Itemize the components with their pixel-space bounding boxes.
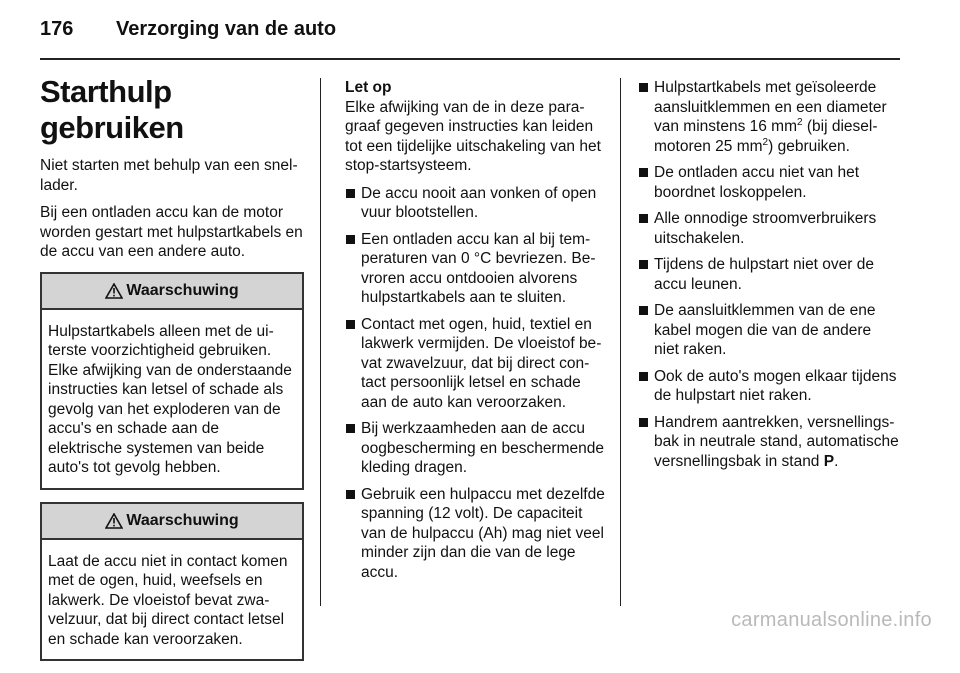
warning-header [42,504,302,540]
list-item: De accu nooit aan vonken of open vuur blootstellen. [345,184,607,223]
list-item: Handrem aantrekken, versnellingsbak in neutrale stand, automatische versnellingsbak in stand P. [638,413,900,472]
column-divider-1 [320,78,321,606]
warning-box-1 [40,272,304,490]
intro-paragraph-2: Bij een ontladen accu kan de motor worden gestart met hulpstartkabels en de accu van een andere auto. [40,204,303,260]
list-item: De aansluitklemmen van de ene kabel mogen die van de andere niet raken. [638,301,900,360]
column-middle [345,78,607,589]
page-number: 176 [40,18,74,40]
bullet-square-icon [346,424,355,433]
warning-text: Hulpstartkabels alleen met de uiterste voorzichtigheid gebruiken. Elke afwijking van de onderstaande instructies kan letsel of schade als gevolg van het exploderen van de accu's en schade aan de elektrische systemen van beide auto's tot gevolg hebben. [48,322,292,476]
warning-triangle-icon [105,513,123,529]
warning-header [42,274,302,310]
warning-label: Waarschuwing [126,511,239,529]
bullet-square-icon [639,214,648,223]
precaution-list [345,184,607,583]
list-item: Alle onnodige stroomverbruikers uitschakelen. [638,209,900,248]
bullet-square-icon [346,235,355,244]
list-item: Hulpstartkabels met geïsoleerde aansluitklemmen en een diameter van minstens 16 $mm^2$ (bij dieselmotoren 25 $mm^2$) gebruiken. [638,78,900,156]
note-title: Let op [345,79,392,96]
bullet-square-icon [639,418,648,427]
procedure-list [638,78,900,471]
column-right [638,78,900,478]
bullet-square-icon [639,168,648,177]
list-item: Bij werkzaamheden aan de accu oogbescherming en beschermende kleding dragen. [345,419,607,478]
column-divider-2 [620,78,621,606]
bullet-square-icon [346,320,355,329]
warning-triangle-icon [105,283,123,299]
section-heading: Starthulp gebruiken [40,74,184,145]
bullet-square-icon [639,83,648,92]
column-left [40,74,304,673]
watermark: carmanualsonline.info [731,609,932,631]
bullet-square-icon [346,490,355,499]
list-item: De ontladen accu niet van het boordnet loskoppelen. [638,163,900,202]
list-item: Een ontladen accu kan al bij temperaturen van 0 °C bevriezen. Bevroren accu ontdooien alvorens hulpstartkabels aan te sluiten. [345,230,607,308]
warning-label: Waarschuwing [126,281,239,299]
bullet-square-icon [639,372,648,381]
bullet-square-icon [346,189,355,198]
chapter-title: Verzorging van de auto [116,18,337,40]
warning-box-2 [40,502,304,662]
warning-text: Laat de accu niet in contact komen met de ogen, huid, weefsels en lakwerk. De vloeistof bevat zwavelzuur, dat bij direct contact letsel en schade kan veroorzaken. [48,552,288,648]
list-item: Tijdens de hulpstart niet over de accu leunen. [638,255,900,294]
page-header [40,18,336,41]
header-rule [40,58,900,60]
bullet-square-icon [639,306,648,315]
intro-paragraph-1: Niet starten met behulp van een snellader. [40,157,298,194]
note-text: Elke afwijking van de in deze paragraaf gegeven instructies kan leiden tot een tijdelijke uitschakeling van het stop-startsysteem. [345,98,601,174]
list-item: Ook de auto's mogen elkaar tijdens de hulpstart niet raken. [638,367,900,406]
bullet-square-icon [639,260,648,269]
list-item: Gebruik een hulpaccu met dezelfde spanning (12 volt). De capaciteit van de hulpaccu (Ah) mag niet veel minder zijn dan die van de lege accu. [345,485,607,583]
list-item: Contact met ogen, huid, textiel en lakwerk vermijden. De vloeistof bevat zwavelzuur, dat bij direct contact persoonlijk letsel en schade aan de auto kan veroorzaken. [345,315,607,413]
